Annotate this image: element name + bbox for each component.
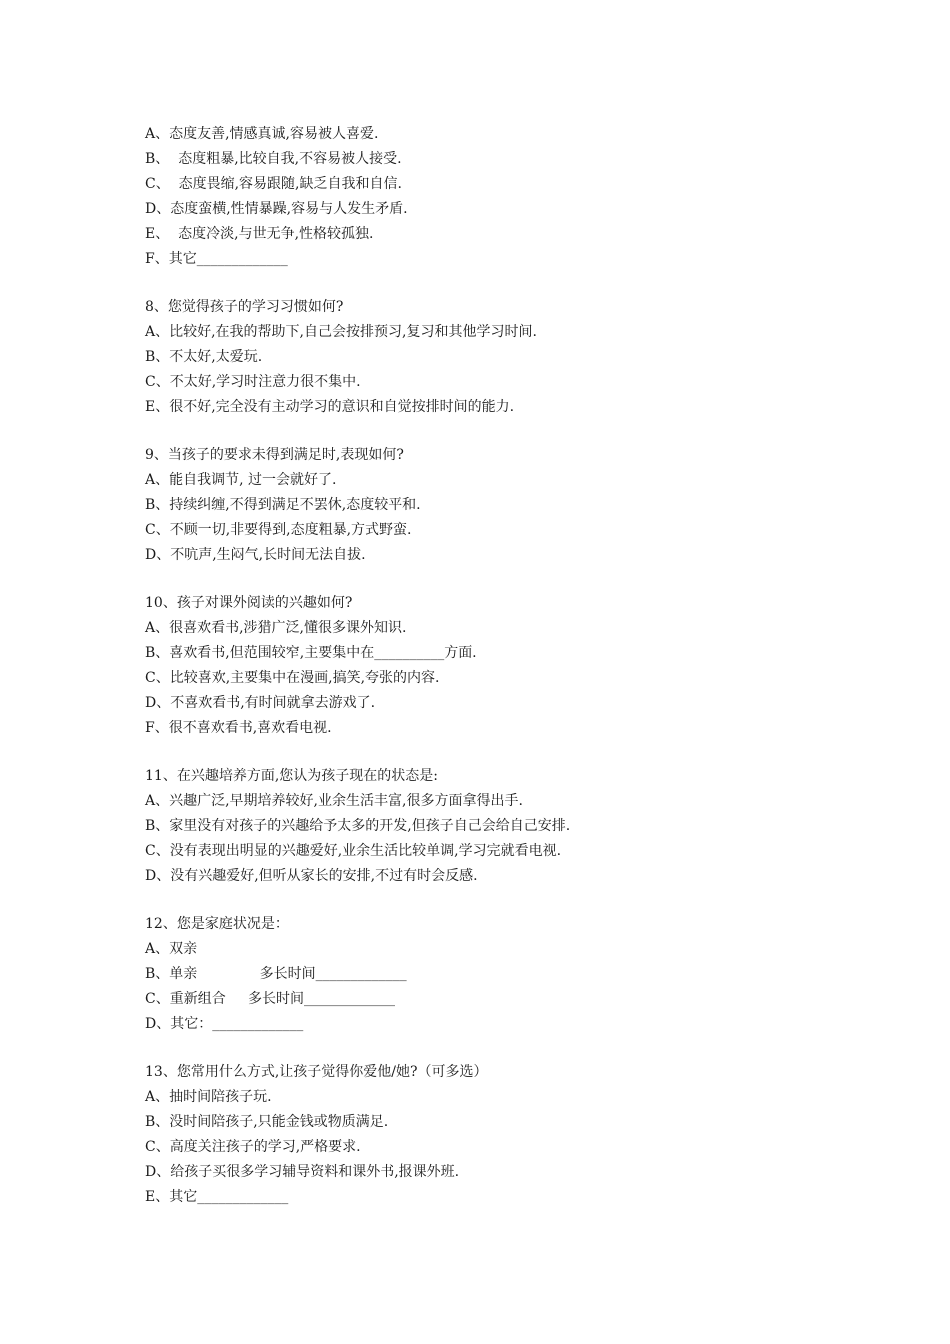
- q7-option-c: C、 态度畏缩,容易跟随,缺乏自我和自信.: [145, 176, 402, 192]
- q12-title: 12、您是家庭状况是：: [145, 916, 289, 932]
- q12-option-d: D、其它：_____________: [145, 1016, 304, 1032]
- q7-option-d: D、态度蛮横,性情暴躁,容易与人发生矛盾.: [145, 201, 408, 217]
- q11-option-c: C、没有表现出明显的兴趣爱好,业余生活比较单调,学习完就看电视.: [145, 843, 562, 859]
- q11-title: 11、在兴趣培养方面,您认为孩子现在的状态是:: [145, 768, 438, 784]
- q9-option-b: B、持续纠缠,不得到满足不罢休,态度较平和.: [145, 497, 421, 513]
- q7-option-f: F、其它_____________: [145, 251, 288, 267]
- question-9: [145, 443, 865, 568]
- q11-option-b: B、家里没有对孩子的兴趣给予太多的开发,但孩子自己会给自己安排.: [145, 818, 571, 834]
- q7-option-e: E、 态度冷淡,与世无争,性格较孤独.: [145, 226, 374, 242]
- q11-option-d: D、没有兴趣爱好,但听从家长的安排,不过有时会反感.: [145, 868, 478, 884]
- question-8: [145, 295, 865, 420]
- q12-option-b: B、单亲 多长时间_____________: [145, 966, 407, 982]
- q10-option-b: B、喜欢看书,但范围较窄,主要集中在__________方面.: [145, 645, 477, 661]
- q12-option-c: C、重新组合 多长时间_____________: [145, 991, 395, 1007]
- q13-option-a: A、抽时间陪孩子玩.: [145, 1089, 272, 1105]
- q9-title: 9、当孩子的要求未得到满足时,表现如何?: [145, 447, 404, 463]
- q8-option-b: B、不太好,太爱玩.: [145, 349, 263, 365]
- q13-option-b: B、没时间陪孩子,只能金钱或物质满足.: [145, 1114, 389, 1130]
- q13-option-e: E、其它_____________: [145, 1189, 289, 1205]
- q8-option-c: C、不太好,学习时注意力很不集中.: [145, 374, 361, 390]
- questionnaire-page: [145, 122, 865, 1210]
- q10-title: 10、孩子对课外阅读的兴趣如何?: [145, 595, 353, 611]
- q10-option-a: A、很喜欢看书,涉猎广泛,懂很多课外知识.: [145, 620, 407, 636]
- question-11: [145, 764, 865, 889]
- q13-option-c: C、高度关注孩子的学习,严格要求.: [145, 1139, 361, 1155]
- q13-option-d: D、给孩子买很多学习辅导资料和课外书,报课外班.: [145, 1164, 460, 1180]
- q13-title: 13、您常用什么方式,让孩子觉得你爱他/她?（可多选）: [145, 1064, 488, 1080]
- q8-title: 8、您觉得孩子的学习习惯如何?: [145, 299, 344, 315]
- q11-option-a: A、兴趣广泛,早期培养较好,业余生活丰富,很多方面拿得出手.: [145, 793, 523, 809]
- q8-option-e: E、很不好,完全没有主动学习的意识和自觉按排时间的能力.: [145, 399, 515, 415]
- q7-option-a: A、态度友善,情感真诚,容易被人喜爱.: [145, 126, 379, 142]
- q10-option-c: C、比较喜欢,主要集中在漫画,搞笑,夸张的内容.: [145, 670, 440, 686]
- question-7-options: [145, 122, 865, 272]
- q10-option-d: D、不喜欢看书,有时间就拿去游戏了.: [145, 695, 376, 711]
- question-13: [145, 1060, 865, 1210]
- question-10: [145, 591, 865, 741]
- q8-option-a: A、比较好,在我的帮助下,自己会按排预习,复习和其他学习时间.: [145, 324, 537, 340]
- q9-option-a: A、能自我调节, 过一会就好了.: [145, 472, 337, 488]
- q9-option-c: C、不顾一切,非要得到,态度粗暴,方式野蛮.: [145, 522, 412, 538]
- q12-option-a: A、双亲: [145, 941, 198, 957]
- q9-option-d: D、不吭声,生闷气,长时间无法自拔.: [145, 547, 366, 563]
- q7-option-b: B、 态度粗暴,比较自我,不容易被人接受.: [145, 151, 402, 167]
- q10-option-f: F、很不喜欢看书,喜欢看电视.: [145, 720, 332, 736]
- question-12: [145, 912, 865, 1037]
